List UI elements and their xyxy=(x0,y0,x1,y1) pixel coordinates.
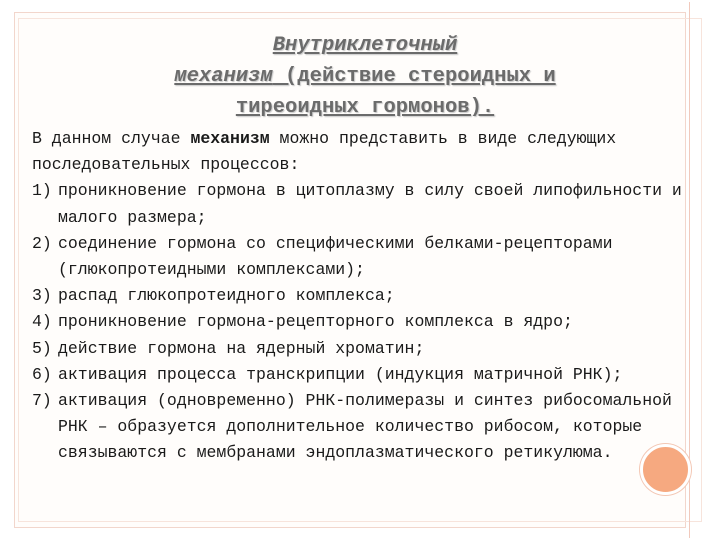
title-part-3: (действие стероидных и xyxy=(272,65,556,88)
intro-bold: механизм xyxy=(190,129,270,148)
list-item-text: проникновение гормона в цитоплазму в силу своей липофильности и малого размера; xyxy=(58,181,682,227)
list-item-text: действие гормона на ядерный хроматин; xyxy=(58,338,425,358)
list-item-number: 3) xyxy=(32,286,52,306)
title-part-4: тиреоидных гормонов). xyxy=(235,96,495,119)
list-item xyxy=(32,388,682,467)
decorative-circle xyxy=(640,444,691,495)
slide-body xyxy=(32,126,682,467)
intro-after: можно представить в виде следующих последовательных процессов: xyxy=(32,129,617,175)
list-item-text: распад глюкопротеидного комплекса; xyxy=(58,286,395,306)
title-part-2: механизм xyxy=(174,65,273,88)
vertical-rule xyxy=(689,2,690,538)
steps-list xyxy=(32,178,682,466)
list-item-text: соединение гормона со специфическими белками-рецепторами (глюкопротеидными комплексами); xyxy=(58,233,613,280)
list-item-text: активация процесса транскрипции (индукция матричной РНК); xyxy=(58,364,623,384)
list-item-number: 2) xyxy=(32,233,52,253)
list-item xyxy=(32,178,682,230)
list-item xyxy=(32,231,682,283)
slide-title xyxy=(100,30,630,123)
intro-paragraph xyxy=(32,126,682,178)
title-part-1: Внутриклеточный xyxy=(272,34,458,57)
list-item-number: 4) xyxy=(32,312,52,332)
list-item-number: 6) xyxy=(32,364,52,384)
intro-before: В данном случае xyxy=(32,129,191,148)
list-item-text: проникновение гормона-рецепторного комплекса в ядро; xyxy=(58,312,573,332)
list-item-number: 5) xyxy=(32,338,52,358)
list-item xyxy=(32,362,682,388)
list-item-number: 1) xyxy=(32,181,52,201)
list-item-text: активация (одновременно) РНК-полимеразы и синтез рибосомальной РНК – образуется дополнительное количество рибосом, которые связываются с мембранами эндоплазматического ретикулюма. xyxy=(58,391,672,463)
list-item-number: 7) xyxy=(32,391,52,411)
list-item xyxy=(32,336,682,362)
list-item xyxy=(32,309,682,335)
list-item xyxy=(32,283,682,309)
